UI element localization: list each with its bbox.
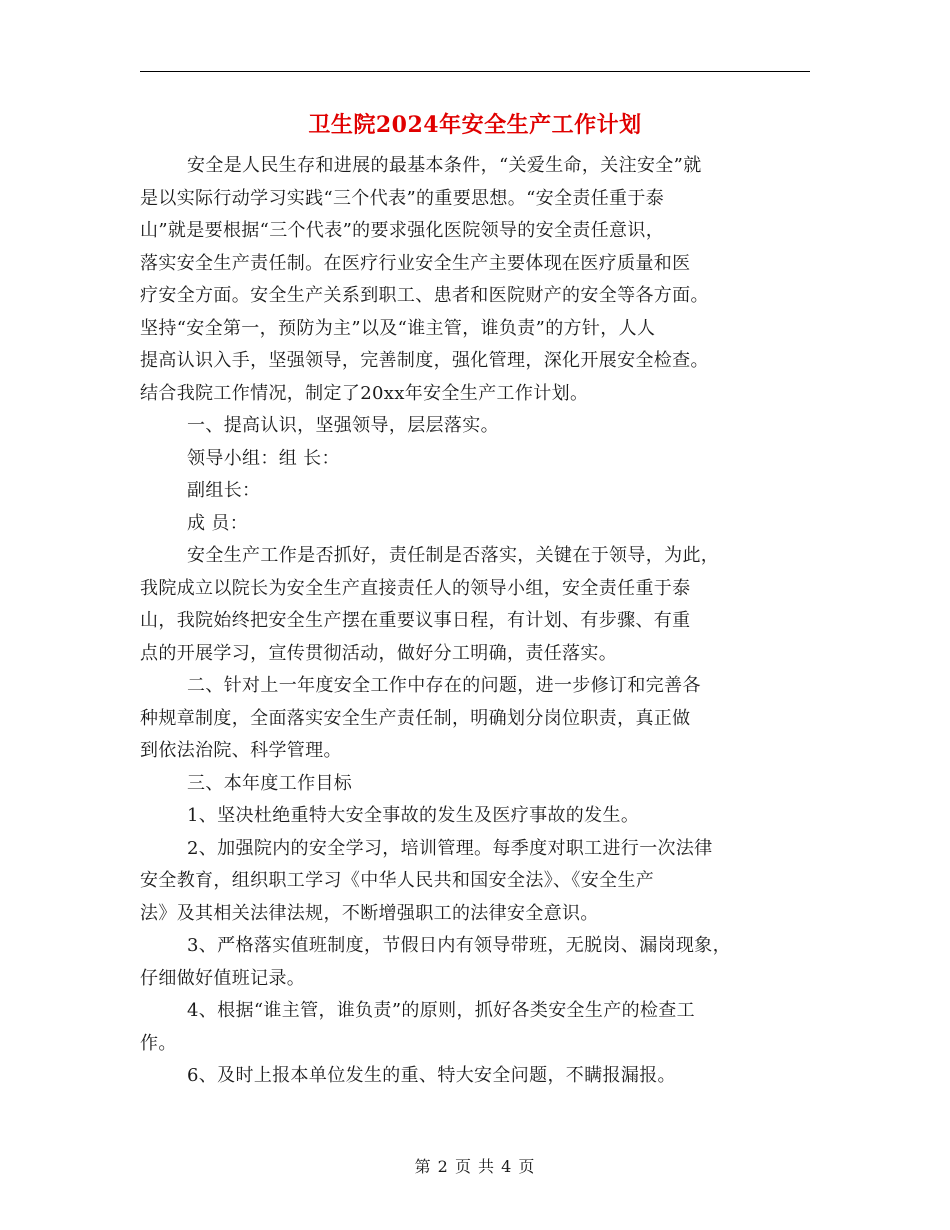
text-line: 3、严格落实值班制度，节假日内有领导带班，无脱岗、漏岗现象，	[187, 935, 731, 956]
text-line: 落实安全生产责任制。在医疗行业安全生产主要体现在医疗质量和医	[140, 252, 691, 274]
text-line: 到依法治院、科学管理。	[140, 740, 342, 761]
header-rule	[140, 71, 810, 72]
document-body	[140, 150, 820, 1093]
text-line: 副组长：	[187, 480, 261, 501]
document-title: 卫生院2024年安全生产工作计划	[308, 112, 642, 138]
text-line: 作。	[140, 1032, 177, 1054]
text-line: 提高认识入手，坚强领导，完善制度，强化管理，深化开展安全检查。	[140, 350, 709, 371]
text-line: 我院成立以院长为安全生产直接责任人的领导小组，安全责任重于泰	[140, 577, 691, 599]
text-line: 一、提高认识，坚强领导，层层落实。	[187, 415, 499, 436]
text-line: 安全是人民生存和进展的最基本条件，“关爱生命，关注安全”就	[187, 155, 702, 176]
text-line: 法》及其相关法律法规，不断增强职工的法律安全意识。	[140, 902, 599, 924]
text-line: 种规章制度，全面落实安全生产责任制，明确划分岗位职责，真正做	[140, 707, 691, 729]
text-line: 疗安全方面。安全生产关系到职工、患者和医院财产的安全等各方面。	[140, 285, 709, 306]
text-line: 是以实际行动学习实践“三个代表”的重要思想。“安全责任重于泰	[140, 187, 665, 209]
text-line: 1、坚决杜绝重特大安全事故的发生及医疗事故的发生。	[187, 805, 640, 826]
text-line: 点的开展学习，宣传贯彻活动，做好分工明确，责任落实。	[140, 642, 618, 664]
text-line: 2、加强院内的安全学习，培训管理。每季度对职工进行一次法律	[187, 837, 713, 859]
text-line: 4、根据“谁主管，谁负责”的原则，抓好各类安全生产的检查工	[187, 1000, 696, 1021]
text-line: 坚持“安全第一，预防为主”以及“谁主管，谁负责”的方针，人人	[140, 317, 656, 339]
text-line: 三、本年度工作目标	[187, 772, 353, 794]
text-line: 山，我院始终把安全生产摆在重要议事日程，有计划、有步骤、有重	[140, 610, 691, 631]
text-line: 6、及时上报本单位发生的重、特大安全问题，不瞒报漏报。	[187, 1065, 676, 1086]
text-line: 领导小组：组 长：	[187, 447, 340, 469]
page-number-footer: 第 2 页 共 4 页	[414, 1157, 536, 1176]
text-line: 安全教育，组织职工学习《中华人民共和国安全法》、《安全生产	[140, 870, 655, 891]
text-line: 结合我院工作情况，制定了20xx年安全生产工作计划。	[140, 382, 589, 404]
text-line: 二、针对上一年度安全工作中存在的问题，进一步修订和完善各	[187, 675, 701, 696]
text-line: 山”就是要根据“三个代表”的要求强化医院领导的安全责任意识，	[140, 220, 665, 241]
text-line: 仔细做好值班记录。	[140, 967, 306, 989]
text-line: 安全生产工作是否抓好，责任制是否落实，关键在于领导，为此，	[187, 545, 720, 566]
text-line: 成 员：	[187, 512, 249, 534]
